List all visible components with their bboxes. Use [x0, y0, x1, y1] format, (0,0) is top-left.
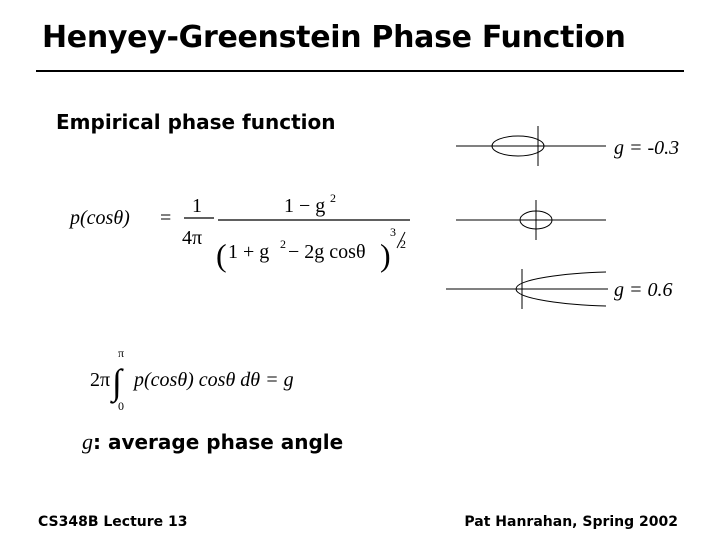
integral-prefix: 2π: [90, 369, 111, 391]
den-exp: 2: [280, 237, 286, 251]
average-angle-text: : average phase angle: [93, 430, 344, 454]
average-angle-note: [82, 429, 343, 455]
den-tail: − 2g cosθ: [288, 241, 366, 263]
coef-numerator: 1: [192, 195, 202, 217]
integral-body: p(cosθ) cosθ dθ = g: [134, 369, 294, 391]
plot-label-top: g = -0.3: [614, 137, 680, 159]
coef-denominator: 4π: [182, 227, 203, 249]
integral-upper-limit: π: [118, 346, 125, 360]
phase-plot-bottom: [446, 265, 616, 315]
equation-equals: =: [160, 207, 172, 229]
phase-function-equation: [68, 188, 428, 278]
frac-numerator: 1 − g: [284, 195, 326, 217]
frac-numerator-exp: 2: [330, 191, 336, 205]
slide-title: Henyey-Greenstein Phase Function: [42, 20, 626, 55]
phase-plot-middle: [456, 196, 616, 246]
g-symbol: g: [82, 429, 93, 454]
title-divider: [36, 70, 684, 72]
normalization-integral: [88, 344, 368, 414]
plot-label-bottom: g = 0.6: [614, 279, 673, 301]
integral-lower-limit: 0: [118, 399, 124, 413]
outer-exp-denominator: 2: [400, 237, 406, 251]
footer-course: CS348B Lecture 13: [38, 514, 188, 530]
den-body: 1 + g: [228, 241, 270, 263]
phase-plot-top: [456, 122, 616, 172]
den-paren-close: ): [380, 237, 391, 273]
integral-sign: ∫: [112, 362, 122, 402]
section-heading: Empirical phase function: [56, 110, 336, 134]
outer-exp-numerator: 3: [390, 225, 396, 239]
den-paren-open: (: [216, 237, 227, 273]
footer-author: Pat Hanrahan, Spring 2002: [464, 514, 678, 530]
equation-lhs: p(cosθ): [70, 207, 130, 229]
